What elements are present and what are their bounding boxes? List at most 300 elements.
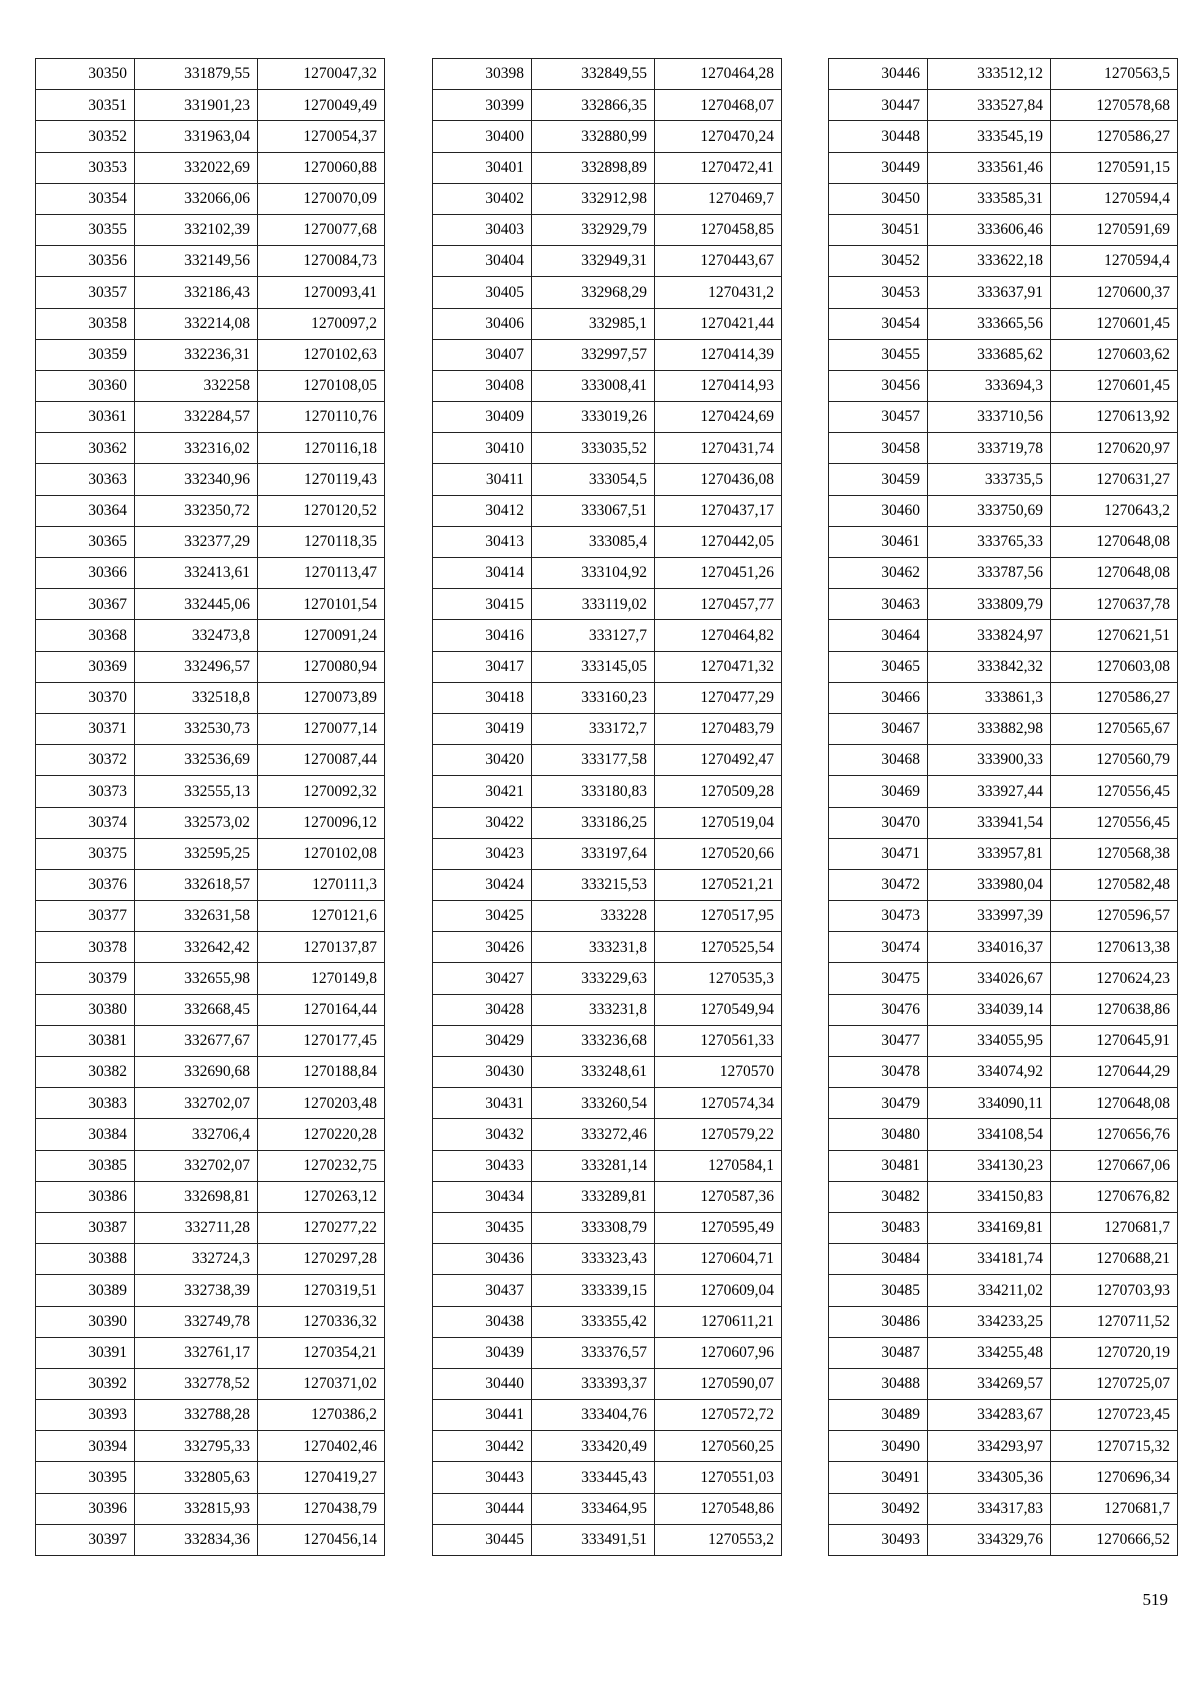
table-row bbox=[433, 90, 782, 121]
table-row bbox=[36, 901, 385, 932]
y-coordinate-cell: 1270116,18 bbox=[258, 433, 385, 464]
point-number-cell: 30493 bbox=[829, 1524, 928, 1555]
y-coordinate-cell: 1270601,45 bbox=[1051, 308, 1178, 339]
x-coordinate-cell: 333750,69 bbox=[928, 495, 1051, 526]
y-coordinate-cell: 1270049,49 bbox=[258, 90, 385, 121]
x-coordinate-cell: 332413,61 bbox=[135, 558, 258, 589]
x-coordinate-cell: 332377,29 bbox=[135, 526, 258, 557]
table-row bbox=[433, 277, 782, 308]
point-number-cell: 30366 bbox=[36, 558, 135, 589]
x-coordinate-cell: 333376,57 bbox=[532, 1337, 655, 1368]
table-row bbox=[433, 1057, 782, 1088]
y-coordinate-cell: 1270424,69 bbox=[655, 402, 782, 433]
y-coordinate-cell: 1270472,41 bbox=[655, 152, 782, 183]
table-row bbox=[433, 1400, 782, 1431]
y-coordinate-cell: 1270676,82 bbox=[1051, 1181, 1178, 1212]
point-number-cell: 30417 bbox=[433, 651, 532, 682]
table-row bbox=[433, 745, 782, 776]
y-coordinate-cell: 1270643,2 bbox=[1051, 495, 1178, 526]
point-number-cell: 30462 bbox=[829, 558, 928, 589]
y-coordinate-cell: 1270120,52 bbox=[258, 495, 385, 526]
y-coordinate-cell: 1270177,45 bbox=[258, 1025, 385, 1056]
table-row bbox=[829, 90, 1178, 121]
y-coordinate-cell: 1270725,07 bbox=[1051, 1368, 1178, 1399]
x-coordinate-cell: 333160,23 bbox=[532, 682, 655, 713]
x-coordinate-cell: 331879,55 bbox=[135, 59, 258, 90]
table-row bbox=[36, 776, 385, 807]
y-coordinate-cell: 1270587,36 bbox=[655, 1181, 782, 1212]
y-coordinate-cell: 1270711,52 bbox=[1051, 1306, 1178, 1337]
table-row bbox=[433, 1088, 782, 1119]
x-coordinate-cell: 333735,5 bbox=[928, 464, 1051, 495]
y-coordinate-cell: 1270595,49 bbox=[655, 1212, 782, 1243]
y-coordinate-cell: 1270594,4 bbox=[1051, 183, 1178, 214]
table-row bbox=[433, 152, 782, 183]
x-coordinate-cell: 334283,67 bbox=[928, 1400, 1051, 1431]
x-coordinate-cell: 333215,53 bbox=[532, 869, 655, 900]
point-number-cell: 30464 bbox=[829, 620, 928, 651]
table-row bbox=[36, 838, 385, 869]
y-coordinate-cell: 1270431,74 bbox=[655, 433, 782, 464]
table-row bbox=[433, 1368, 782, 1399]
point-number-cell: 30352 bbox=[36, 121, 135, 152]
x-coordinate-cell: 333172,7 bbox=[532, 713, 655, 744]
table-row bbox=[36, 277, 385, 308]
point-number-cell: 30425 bbox=[433, 901, 532, 932]
table-row bbox=[36, 807, 385, 838]
point-number-cell: 30405 bbox=[433, 277, 532, 308]
table-row bbox=[433, 526, 782, 557]
y-coordinate-cell: 1270054,37 bbox=[258, 121, 385, 152]
point-number-cell: 30353 bbox=[36, 152, 135, 183]
x-coordinate-cell: 332445,06 bbox=[135, 589, 258, 620]
point-number-cell: 30385 bbox=[36, 1150, 135, 1181]
y-coordinate-cell: 1270549,94 bbox=[655, 994, 782, 1025]
table-row bbox=[433, 1150, 782, 1181]
table-row bbox=[433, 1524, 782, 1555]
x-coordinate-cell: 332711,28 bbox=[135, 1212, 258, 1243]
table-row bbox=[36, 932, 385, 963]
point-number-cell: 30476 bbox=[829, 994, 928, 1025]
point-number-cell: 30360 bbox=[36, 370, 135, 401]
y-coordinate-cell: 1270220,28 bbox=[258, 1119, 385, 1150]
y-coordinate-cell: 1270656,76 bbox=[1051, 1119, 1178, 1150]
x-coordinate-cell: 332496,57 bbox=[135, 651, 258, 682]
x-coordinate-cell: 333464,95 bbox=[532, 1493, 655, 1524]
x-coordinate-cell: 333231,8 bbox=[532, 932, 655, 963]
table-row bbox=[36, 651, 385, 682]
point-number-cell: 30404 bbox=[433, 246, 532, 277]
table-row bbox=[433, 402, 782, 433]
table-row bbox=[829, 308, 1178, 339]
y-coordinate-cell: 1270087,44 bbox=[258, 745, 385, 776]
table-row bbox=[36, 1337, 385, 1368]
point-number-cell: 30451 bbox=[829, 214, 928, 245]
x-coordinate-cell: 333104,92 bbox=[532, 558, 655, 589]
x-coordinate-cell: 333186,25 bbox=[532, 807, 655, 838]
table-row bbox=[433, 246, 782, 277]
point-number-cell: 30370 bbox=[36, 682, 135, 713]
y-coordinate-cell: 1270457,77 bbox=[655, 589, 782, 620]
table-row bbox=[433, 838, 782, 869]
table-row bbox=[433, 932, 782, 963]
y-coordinate-cell: 1270644,29 bbox=[1051, 1057, 1178, 1088]
point-number-cell: 30472 bbox=[829, 869, 928, 900]
point-number-cell: 30427 bbox=[433, 963, 532, 994]
table-row bbox=[829, 339, 1178, 370]
table-row bbox=[36, 214, 385, 245]
x-coordinate-cell: 333035,52 bbox=[532, 433, 655, 464]
y-coordinate-cell: 1270572,72 bbox=[655, 1400, 782, 1431]
point-number-cell: 30399 bbox=[433, 90, 532, 121]
table-row bbox=[433, 1244, 782, 1275]
point-number-cell: 30406 bbox=[433, 308, 532, 339]
point-number-cell: 30433 bbox=[433, 1150, 532, 1181]
point-number-cell: 30443 bbox=[433, 1462, 532, 1493]
point-number-cell: 30431 bbox=[433, 1088, 532, 1119]
y-coordinate-cell: 1270519,04 bbox=[655, 807, 782, 838]
table-row bbox=[829, 1306, 1178, 1337]
table-row bbox=[36, 495, 385, 526]
point-number-cell: 30357 bbox=[36, 277, 135, 308]
x-coordinate-cell: 332706,4 bbox=[135, 1119, 258, 1150]
x-coordinate-cell: 333231,8 bbox=[532, 994, 655, 1025]
point-number-cell: 30436 bbox=[433, 1244, 532, 1275]
x-coordinate-cell: 332340,96 bbox=[135, 464, 258, 495]
table-row bbox=[433, 1306, 782, 1337]
y-coordinate-cell: 1270456,14 bbox=[258, 1524, 385, 1555]
x-coordinate-cell: 333941,54 bbox=[928, 807, 1051, 838]
table-row bbox=[36, 1057, 385, 1088]
point-number-cell: 30388 bbox=[36, 1244, 135, 1275]
point-number-cell: 30424 bbox=[433, 869, 532, 900]
table-row bbox=[36, 526, 385, 557]
y-coordinate-cell: 1270609,04 bbox=[655, 1275, 782, 1306]
y-coordinate-cell: 1270188,84 bbox=[258, 1057, 385, 1088]
point-number-cell: 30354 bbox=[36, 183, 135, 214]
point-number-cell: 30438 bbox=[433, 1306, 532, 1337]
point-number-cell: 30455 bbox=[829, 339, 928, 370]
table-row bbox=[829, 1400, 1178, 1431]
x-coordinate-cell: 333281,14 bbox=[532, 1150, 655, 1181]
point-number-cell: 30423 bbox=[433, 838, 532, 869]
point-number-cell: 30486 bbox=[829, 1306, 928, 1337]
table-row bbox=[433, 121, 782, 152]
table-row bbox=[36, 1088, 385, 1119]
table-row bbox=[433, 620, 782, 651]
y-coordinate-cell: 1270590,07 bbox=[655, 1368, 782, 1399]
y-coordinate-cell: 1270561,33 bbox=[655, 1025, 782, 1056]
table-row bbox=[433, 558, 782, 589]
y-coordinate-cell: 1270604,71 bbox=[655, 1244, 782, 1275]
y-coordinate-cell: 1270414,39 bbox=[655, 339, 782, 370]
y-coordinate-cell: 1270047,32 bbox=[258, 59, 385, 90]
point-number-cell: 30447 bbox=[829, 90, 928, 121]
x-coordinate-cell: 334181,74 bbox=[928, 1244, 1051, 1275]
point-number-cell: 30386 bbox=[36, 1181, 135, 1212]
x-coordinate-cell: 333197,64 bbox=[532, 838, 655, 869]
table-row bbox=[829, 277, 1178, 308]
table-row bbox=[36, 745, 385, 776]
x-coordinate-cell: 333694,3 bbox=[928, 370, 1051, 401]
point-number-cell: 30432 bbox=[433, 1119, 532, 1150]
x-coordinate-cell: 332631,58 bbox=[135, 901, 258, 932]
x-coordinate-cell: 333809,79 bbox=[928, 589, 1051, 620]
x-coordinate-cell: 334016,37 bbox=[928, 932, 1051, 963]
x-coordinate-cell: 333980,04 bbox=[928, 869, 1051, 900]
table-row bbox=[829, 246, 1178, 277]
y-coordinate-cell: 1270232,75 bbox=[258, 1150, 385, 1181]
x-coordinate-cell: 334026,67 bbox=[928, 963, 1051, 994]
x-coordinate-cell: 333622,18 bbox=[928, 246, 1051, 277]
table-row bbox=[829, 620, 1178, 651]
table-row bbox=[433, 1212, 782, 1243]
table-row bbox=[829, 1368, 1178, 1399]
y-coordinate-cell: 1270464,28 bbox=[655, 59, 782, 90]
point-number-cell: 30413 bbox=[433, 526, 532, 557]
x-coordinate-cell: 333685,62 bbox=[928, 339, 1051, 370]
y-coordinate-cell: 1270402,46 bbox=[258, 1431, 385, 1462]
x-coordinate-cell: 332702,07 bbox=[135, 1150, 258, 1181]
y-coordinate-cell: 1270101,54 bbox=[258, 589, 385, 620]
point-number-cell: 30429 bbox=[433, 1025, 532, 1056]
table-row bbox=[433, 1462, 782, 1493]
point-number-cell: 30408 bbox=[433, 370, 532, 401]
coordinates-table-3 bbox=[828, 58, 1178, 1556]
y-coordinate-cell: 1270443,67 bbox=[655, 246, 782, 277]
y-coordinate-cell: 1270113,47 bbox=[258, 558, 385, 589]
y-coordinate-cell: 1270483,79 bbox=[655, 713, 782, 744]
point-number-cell: 30378 bbox=[36, 932, 135, 963]
x-coordinate-cell: 332258 bbox=[135, 370, 258, 401]
y-coordinate-cell: 1270464,82 bbox=[655, 620, 782, 651]
table-row bbox=[829, 901, 1178, 932]
y-coordinate-cell: 1270568,38 bbox=[1051, 838, 1178, 869]
y-coordinate-cell: 1270551,03 bbox=[655, 1462, 782, 1493]
y-coordinate-cell: 1270471,32 bbox=[655, 651, 782, 682]
table-row bbox=[433, 1493, 782, 1524]
point-number-cell: 30442 bbox=[433, 1431, 532, 1462]
y-coordinate-cell: 1270556,45 bbox=[1051, 776, 1178, 807]
x-coordinate-cell: 332749,78 bbox=[135, 1306, 258, 1337]
table-row bbox=[829, 1119, 1178, 1150]
y-coordinate-cell: 1270594,4 bbox=[1051, 246, 1178, 277]
x-coordinate-cell: 332702,07 bbox=[135, 1088, 258, 1119]
x-coordinate-cell: 332997,57 bbox=[532, 339, 655, 370]
table-row bbox=[433, 713, 782, 744]
y-coordinate-cell: 1270613,92 bbox=[1051, 402, 1178, 433]
x-coordinate-cell: 334293,97 bbox=[928, 1431, 1051, 1462]
table-row bbox=[36, 713, 385, 744]
x-coordinate-cell: 333272,46 bbox=[532, 1119, 655, 1150]
point-number-cell: 30469 bbox=[829, 776, 928, 807]
x-coordinate-cell: 332555,13 bbox=[135, 776, 258, 807]
table-row bbox=[829, 994, 1178, 1025]
table-row bbox=[36, 1493, 385, 1524]
y-coordinate-cell: 1270637,78 bbox=[1051, 589, 1178, 620]
point-number-cell: 30481 bbox=[829, 1150, 928, 1181]
table-row bbox=[36, 1431, 385, 1462]
y-coordinate-cell: 1270648,08 bbox=[1051, 1088, 1178, 1119]
point-number-cell: 30466 bbox=[829, 682, 928, 713]
x-coordinate-cell: 333545,19 bbox=[928, 121, 1051, 152]
table-row bbox=[829, 1057, 1178, 1088]
table-row bbox=[36, 620, 385, 651]
y-coordinate-cell: 1270631,27 bbox=[1051, 464, 1178, 495]
point-number-cell: 30473 bbox=[829, 901, 928, 932]
y-coordinate-cell: 1270560,25 bbox=[655, 1431, 782, 1462]
y-coordinate-cell: 1270164,44 bbox=[258, 994, 385, 1025]
table-row bbox=[829, 1212, 1178, 1243]
table-row bbox=[829, 682, 1178, 713]
y-coordinate-cell: 1270118,35 bbox=[258, 526, 385, 557]
point-number-cell: 30395 bbox=[36, 1462, 135, 1493]
x-coordinate-cell: 333236,68 bbox=[532, 1025, 655, 1056]
point-number-cell: 30467 bbox=[829, 713, 928, 744]
point-number-cell: 30387 bbox=[36, 1212, 135, 1243]
point-number-cell: 30430 bbox=[433, 1057, 532, 1088]
point-number-cell: 30458 bbox=[829, 433, 928, 464]
point-number-cell: 30392 bbox=[36, 1368, 135, 1399]
point-number-cell: 30412 bbox=[433, 495, 532, 526]
y-coordinate-cell: 1270110,76 bbox=[258, 402, 385, 433]
table-row bbox=[36, 464, 385, 495]
point-number-cell: 30435 bbox=[433, 1212, 532, 1243]
y-coordinate-cell: 1270525,54 bbox=[655, 932, 782, 963]
point-number-cell: 30390 bbox=[36, 1306, 135, 1337]
y-coordinate-cell: 1270565,67 bbox=[1051, 713, 1178, 744]
point-number-cell: 30480 bbox=[829, 1119, 928, 1150]
x-coordinate-cell: 333339,15 bbox=[532, 1275, 655, 1306]
table-row bbox=[433, 464, 782, 495]
point-number-cell: 30452 bbox=[829, 246, 928, 277]
x-coordinate-cell: 332788,28 bbox=[135, 1400, 258, 1431]
y-coordinate-cell: 1270667,06 bbox=[1051, 1150, 1178, 1181]
x-coordinate-cell: 333512,12 bbox=[928, 59, 1051, 90]
point-number-cell: 30394 bbox=[36, 1431, 135, 1462]
x-coordinate-cell: 334039,14 bbox=[928, 994, 1051, 1025]
table-row bbox=[36, 1181, 385, 1212]
x-coordinate-cell: 333787,56 bbox=[928, 558, 1051, 589]
x-coordinate-cell: 334305,36 bbox=[928, 1462, 1051, 1493]
point-number-cell: 30478 bbox=[829, 1057, 928, 1088]
x-coordinate-cell: 333085,4 bbox=[532, 526, 655, 557]
table-row bbox=[829, 745, 1178, 776]
table-row bbox=[36, 152, 385, 183]
x-coordinate-cell: 333323,43 bbox=[532, 1244, 655, 1275]
point-number-cell: 30376 bbox=[36, 869, 135, 900]
x-coordinate-cell: 332849,55 bbox=[532, 59, 655, 90]
y-coordinate-cell: 1270451,26 bbox=[655, 558, 782, 589]
y-coordinate-cell: 1270492,47 bbox=[655, 745, 782, 776]
y-coordinate-cell: 1270119,43 bbox=[258, 464, 385, 495]
x-coordinate-cell: 332968,29 bbox=[532, 277, 655, 308]
table-row bbox=[36, 869, 385, 900]
point-number-cell: 30367 bbox=[36, 589, 135, 620]
y-coordinate-cell: 1270336,32 bbox=[258, 1306, 385, 1337]
point-number-cell: 30470 bbox=[829, 807, 928, 838]
point-number-cell: 30489 bbox=[829, 1400, 928, 1431]
table-row bbox=[36, 121, 385, 152]
point-number-cell: 30356 bbox=[36, 246, 135, 277]
table-row bbox=[433, 1431, 782, 1462]
x-coordinate-cell: 333765,33 bbox=[928, 526, 1051, 557]
x-coordinate-cell: 332595,25 bbox=[135, 838, 258, 869]
table-row bbox=[433, 370, 782, 401]
table-row bbox=[36, 558, 385, 589]
table-row bbox=[36, 339, 385, 370]
point-number-cell: 30487 bbox=[829, 1337, 928, 1368]
x-coordinate-cell: 333719,78 bbox=[928, 433, 1051, 464]
x-coordinate-cell: 333355,42 bbox=[532, 1306, 655, 1337]
y-coordinate-cell: 1270600,37 bbox=[1051, 277, 1178, 308]
point-number-cell: 30461 bbox=[829, 526, 928, 557]
table-row bbox=[433, 339, 782, 370]
point-number-cell: 30419 bbox=[433, 713, 532, 744]
table-row bbox=[433, 59, 782, 90]
x-coordinate-cell: 334255,48 bbox=[928, 1337, 1051, 1368]
point-number-cell: 30365 bbox=[36, 526, 135, 557]
point-number-cell: 30434 bbox=[433, 1181, 532, 1212]
coordinates-table-2 bbox=[432, 58, 782, 1556]
y-coordinate-cell: 1270096,12 bbox=[258, 807, 385, 838]
table-row bbox=[829, 838, 1178, 869]
x-coordinate-cell: 332880,99 bbox=[532, 121, 655, 152]
table-row bbox=[36, 308, 385, 339]
point-number-cell: 30414 bbox=[433, 558, 532, 589]
y-coordinate-cell: 1270470,24 bbox=[655, 121, 782, 152]
x-coordinate-cell: 331901,23 bbox=[135, 90, 258, 121]
x-coordinate-cell: 334055,95 bbox=[928, 1025, 1051, 1056]
point-number-cell: 30361 bbox=[36, 402, 135, 433]
table-row bbox=[36, 246, 385, 277]
y-coordinate-cell: 1270601,45 bbox=[1051, 370, 1178, 401]
table-row bbox=[36, 1275, 385, 1306]
x-coordinate-cell: 334150,83 bbox=[928, 1181, 1051, 1212]
x-coordinate-cell: 332618,57 bbox=[135, 869, 258, 900]
y-coordinate-cell: 1270477,29 bbox=[655, 682, 782, 713]
x-coordinate-cell: 333927,44 bbox=[928, 776, 1051, 807]
y-coordinate-cell: 1270077,14 bbox=[258, 713, 385, 744]
y-coordinate-cell: 1270578,68 bbox=[1051, 90, 1178, 121]
point-number-cell: 30415 bbox=[433, 589, 532, 620]
y-coordinate-cell: 1270137,87 bbox=[258, 932, 385, 963]
point-number-cell: 30389 bbox=[36, 1275, 135, 1306]
point-number-cell: 30407 bbox=[433, 339, 532, 370]
point-number-cell: 30485 bbox=[829, 1275, 928, 1306]
point-number-cell: 30428 bbox=[433, 994, 532, 1025]
y-coordinate-cell: 1270611,21 bbox=[655, 1306, 782, 1337]
x-coordinate-cell: 332642,42 bbox=[135, 932, 258, 963]
table-row bbox=[433, 682, 782, 713]
point-number-cell: 30445 bbox=[433, 1524, 532, 1555]
y-coordinate-cell: 1270203,48 bbox=[258, 1088, 385, 1119]
point-number-cell: 30379 bbox=[36, 963, 135, 994]
y-coordinate-cell: 1270371,02 bbox=[258, 1368, 385, 1399]
x-coordinate-cell: 332350,72 bbox=[135, 495, 258, 526]
point-number-cell: 30400 bbox=[433, 121, 532, 152]
y-coordinate-cell: 1270414,93 bbox=[655, 370, 782, 401]
x-coordinate-cell: 333491,51 bbox=[532, 1524, 655, 1555]
table-row bbox=[433, 589, 782, 620]
y-coordinate-cell: 1270509,28 bbox=[655, 776, 782, 807]
point-number-cell: 30369 bbox=[36, 651, 135, 682]
point-number-cell: 30492 bbox=[829, 1493, 928, 1524]
x-coordinate-cell: 333861,3 bbox=[928, 682, 1051, 713]
x-coordinate-cell: 333054,5 bbox=[532, 464, 655, 495]
point-number-cell: 30380 bbox=[36, 994, 135, 1025]
x-coordinate-cell: 334169,81 bbox=[928, 1212, 1051, 1243]
